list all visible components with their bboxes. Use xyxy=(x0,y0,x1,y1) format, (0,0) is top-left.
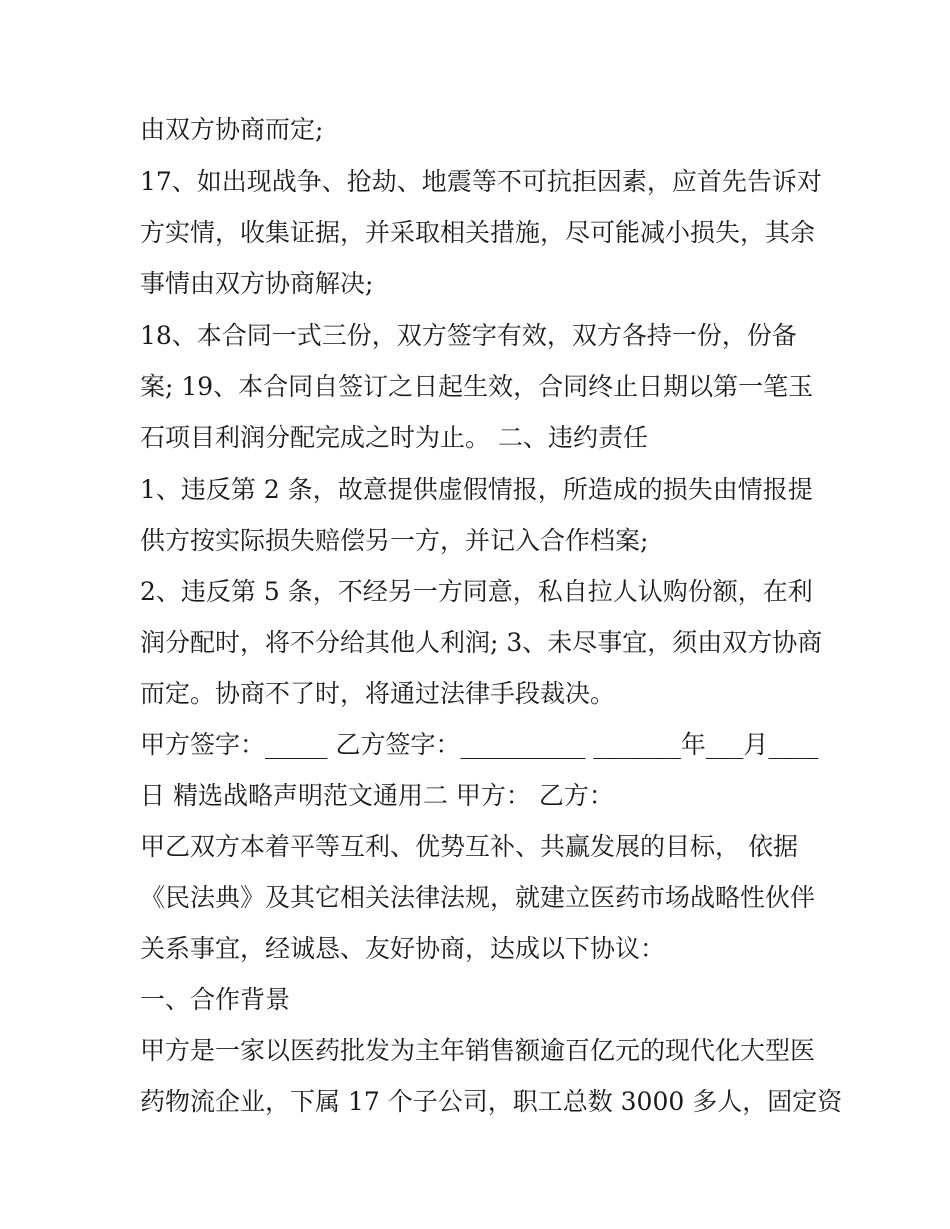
text-line: 甲方是一家以医药批发为主年销售额逾百亿元的现代化大型医 xyxy=(140,1036,816,1065)
section-heading: 一、合作背景 xyxy=(140,985,291,1014)
text-line: 案; 19、本合同自签订之日起生效，合同终止日期以第一笔玉 xyxy=(140,372,814,401)
text-line: 关系事宜，经诚恳、友好协商，达成以下协议： xyxy=(140,934,666,963)
text-line: 而定。协商不了时，将通过法律手段裁决。 xyxy=(140,679,616,708)
text-line: 日 精选战略声明范文通用二 甲方： 乙方： xyxy=(140,781,614,810)
text-line: 由双方协商而定; xyxy=(140,115,324,144)
text-line: 18、本合同一式三份，双方签字有效，双方各持一份，份备 xyxy=(140,321,797,350)
text-line: 石项目利润分配完成之时为止。 二、违约责任 xyxy=(140,423,648,452)
text-line: 2、违反第 5 条，不经另一方同意，私自拉人认购份额，在利 xyxy=(140,577,813,606)
text-line: 事情由双方协商解决; xyxy=(140,269,374,298)
text-line: 药物流企业，下属 17 个子公司，职工总数 3000 多人，固定资 xyxy=(140,1087,843,1116)
text-line: 《民法典》及其它相关法律法规，就建立医药市场战略性伙伴 xyxy=(140,883,816,912)
text-line: 润分配时，将不分给其他人利润; 3、未尽事宜，须由双方协商 xyxy=(140,628,823,657)
text-line: 供方按实际损失赔偿另一方，并记入合作档案; xyxy=(140,526,649,555)
text-line: 甲乙双方本着平等互利、优势互补、共赢发展的目标， 依据 xyxy=(140,832,798,861)
text-line: 甲方签字：_____ 乙方签字：__________ _______年___月____ xyxy=(140,730,819,759)
text-line: 1、违反第 2 条，故意提供虚假情报，所造成的损失由情报提 xyxy=(140,475,813,504)
text-line: 方实情，收集证据，并采取相关措施，尽可能减小损失，其余 xyxy=(140,218,816,247)
text-line: 17、如出现战争、抢劫、地震等不可抗拒因素，应首先告诉对 xyxy=(140,167,822,196)
